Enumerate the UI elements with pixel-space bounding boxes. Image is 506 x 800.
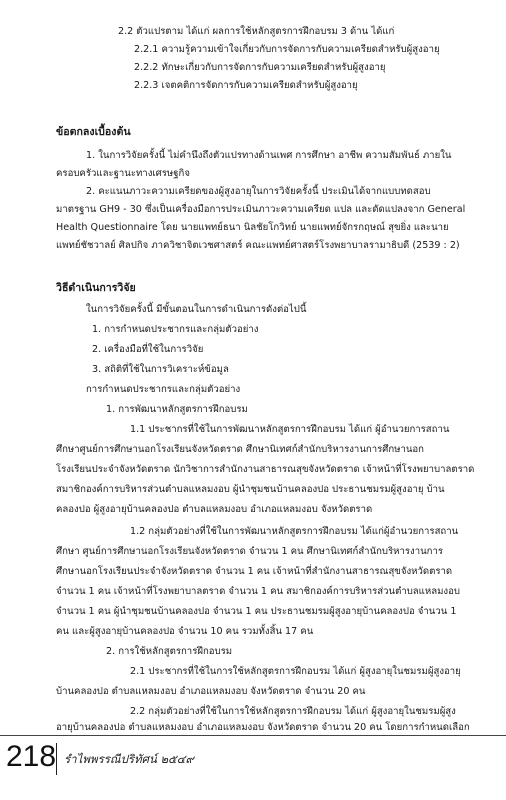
para-2-1-line-2: บ้านคลองปอ ตำบลแหลมงอบ อำเภอแหลมงอบ จังหวัดตราด จำนวน 20 คน <box>56 686 366 697</box>
step-1: 1. การกำหนดประชากรและกลุ่มตัวอย่าง <box>92 324 259 335</box>
assumption-2-line-4: แพทย์ชัชวาลย์ ศิลปกิจ ภาควิชาจิตเวชศาสตร์ คณะแพทย์ศาสตร์โรงพยาบาลรามาธิบดี (2539 : 2) <box>56 240 460 251</box>
section-1-title: 1. การพัฒนาหลักสูตรการฝึกอบรม <box>106 404 248 415</box>
page-number: 218 <box>6 740 57 773</box>
footer-divider <box>0 735 506 736</box>
para-1-2-line-5: จำนวน 1 คน ผู้นำชุมชนบ้านคลองปอ จำนวน 1 คน ประธานชมรมผู้สูงอายุบ้านคลองปอ จำนวน 1 <box>56 606 457 617</box>
step-3: 3. สถิติที่ใช้ในการวิเคราะห์ข้อมูล <box>92 364 229 375</box>
para-2-1-line-1: 2.1 ประชากรที่ใช้ในการใช้หลักสูตรการฝึกอบรม ได้แก่ ผู้สูงอายุในชมรมผู้สูงอายุ <box>130 666 461 677</box>
step-2: 2. เครื่องมือที่ใช้ในการวิจัย <box>92 344 204 355</box>
assumption-1-line-2: ครอบครัวและฐานะทางเศรษฐกิจ <box>56 168 190 179</box>
methodology-intro: ในการวิจัยครั้งนี้ มีขั้นตอนในการดำเนินการดังต่อไปนี้ <box>86 304 307 315</box>
assumption-1-line-1: 1. ในการวิจัยครั้งนี้ ไม่คำนึงถึงตัวแปรทางด้านเพศ การศึกษา อาชีพ ความสัมพันธ์ ภายใน <box>86 150 452 161</box>
para-1-2-line-6: คน และผู้สูงอายุบ้านคลองปอ จำนวน 10 คน รวมทั้งสิ้น 17 คน <box>56 626 314 637</box>
para-1-2-line-3: ศึกษานอกโรงเรียนประจำจังหวัดตราด จำนวน 1 คน เจ้าหน้าที่สำนักงานสาธารณสุขจังหวัดตราด <box>56 566 453 577</box>
item-2-2-dependent-variable: 2.2 ตัวแปรตาม ได้แก่ ผลการใช้หลักสูตรการฝึกอบรม 3 ด้าน ได้แก่ <box>118 26 395 37</box>
para-1-1-line-1: 1.1 ประชากรที่ใช้ในการพัฒนาหลักสูตรการฝึกอบรม ได้แก่ ผู้อำนวยการสถาน <box>130 424 450 435</box>
para-2-2-line-1: 2.2 กลุ่มตัวอย่างที่ใช้ในการใช้หลักสูตรการฝึกอบรม ได้แก่ ผู้สูงอายุในชมรมผู้สูง <box>130 706 456 717</box>
assumption-2-line-3: Health Questionnaire โดย นายแพทย์ธนา นิลชัยโกวิทย์ นายแพทย์จักรกฤษณ์ สุขยิ่ง และนาย <box>56 222 449 233</box>
footer-separator <box>56 743 57 775</box>
para-1-1-line-3: โรงเรียนประจำจังหวัดตราด นักวิชาการสำนักงานสาธารณสุขจังหวัดตราด เจ้าหน้าที่โรงพยาบาลตราด <box>56 464 475 475</box>
para-1-2-line-4: จำนวน 1 คน เจ้าหน้าที่โรงพยาบาลตราด จำนวน 1 คน สมาชิกองค์การบริหารส่วนตำบลแหลมงอบ <box>56 586 460 597</box>
item-2-2-1: 2.2.1 ความรู้ความเข้าใจเกี่ยวกับการจัดการกับความเครียดสำหรับผู้สูงอายุ <box>134 44 440 55</box>
assumption-2-line-2: มาตรฐาน GH9 - 30 ซึ่งเป็นเครื่องมือการประเมินภาวะความเครียด แปล และดัดแปลงจาก General <box>56 204 466 215</box>
section-2-title: 2. การใช้หลักสูตรการฝึกอบรม <box>106 646 233 657</box>
para-2-2-line-2: อายุบ้านคลองปอ ตำบลแหลมงอบ อำเภอแหลมงอบ จังหวัดตราด จำนวน 20 คน โดยการกำหนดเลือก <box>56 722 470 733</box>
para-1-1-line-2: ศึกษาศูนย์การศึกษานอกโรงเรียนจังหวัดตราด ศึกษานิเทศก์สำนักบริหารงานการศึกษานอก <box>56 444 424 455</box>
para-1-2-line-2: ศึกษา ศูนย์การศึกษานอกโรงเรียนจังหวัดตราด จำนวน 1 คน ศึกษานิเทศก์สำนักบริหารงานการ <box>56 546 444 557</box>
journal-title: รำไพพรรณีปริทัศน์ ๒๕๔๙ <box>64 752 194 766</box>
heading-methodology: วิธีดำเนินการวิจัย <box>56 282 136 294</box>
para-1-1-line-4: สมาชิกองค์การบริหารส่วนตำบลแหลมงอบ ผู้นำชุมชนบ้านคลองปอ ประธานชมรมผู้สูงอายุ บ้าน <box>56 484 445 495</box>
item-2-2-2: 2.2.2 ทักษะเกี่ยวกับการจัดการกับความเครียดสำหรับผู้สูงอายุ <box>134 62 386 73</box>
subheading-population: การกำหนดประชากรและกลุ่มตัวอย่าง <box>86 384 241 395</box>
para-1-2-line-1: 1.2 กลุ่มตัวอย่างที่ใช้ในการพัฒนาหลักสูตรการฝึกอบรม ได้แก่ผู้อำนวยการสถาน <box>130 526 459 537</box>
assumption-2-line-1: 2. คะแนนภาวะความเครียดของผู้สูงอายุในการวิจัยครั้งนี้ ประเมินได้จากแบบทดสอบ <box>86 186 431 197</box>
para-1-1-line-5: คลองปอ ผู้สูงอายุบ้านคลองปอ ตำบลแหลมงอบ อำเภอแหลมงอบ จังหวัดตราด <box>56 504 373 515</box>
heading-assumptions: ข้อตกลงเบื้องต้น <box>56 126 131 138</box>
item-2-2-3: 2.2.3 เจตคติการจัดการกับความเครียดสำหรับผู้สูงอายุ <box>134 80 358 91</box>
